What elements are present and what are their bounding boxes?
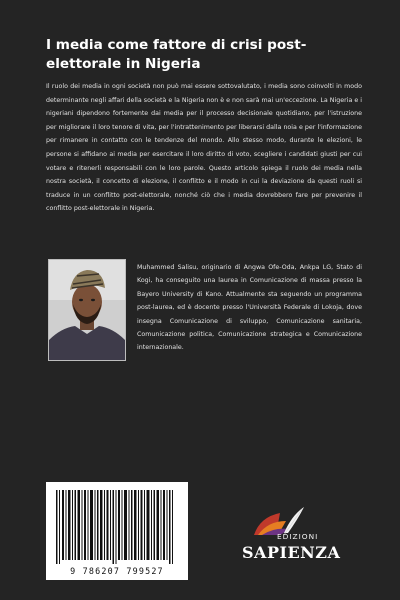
author-bio: Muhammed Salisu, originario di Angwa Ofe-Oda, Ankpa LG, Stato di Kogi, ha conseguito una laurea in Comunicazione di massa presso la Bayero University di Kano. Attualmente sta seguendo un programma post-laurea, ed è docente presso l'Università Federale di Lokoja, dove insegna Comunicazione di sviluppo, Comunicazione sanitaria, Comunicazione politica, Comunicazione strategica e Comunicazione internazionale. — [137, 264, 362, 352]
isbn-digits: 9 786207 799527 — [70, 566, 164, 576]
author-photo — [48, 259, 126, 361]
publisher-line2: SAPIENZA — [242, 543, 341, 562]
publisher-logo — [230, 505, 340, 575]
book-title: I media come fattore di crisi post-elettorale in Nigeria — [46, 37, 307, 72]
book-abstract: Il ruolo dei media in ogni società non può mai essere sottovalutato, i media sono coinvolti in modo determinante negli affari della società e la Nigeria non è e non sarà mai un'eccezione. La Nigeria e i nigeriani dipendono fortemente dai media per il processo decisionale quotidiano, per l'istruzione per migliorare il loro tenore di vita, per l'intrattenimento per liberarsi dalla noia e per l'informazione per rimanere in contatto con le tendenze del mondo. Allo stesso modo, durante le elezioni, le persone si affidano ai media per esercitare il loro diritto di voto, scegliere i candidati giusti per cui votare e ritenerli responsabili con le loro parole. Questo articolo spiega il ruolo dei media nella nostra società, il concetto di elezione, il conflitto e il modo in cui la deviazione da questi ruoli si traduce in un conflitto post-elettorale, nonché ciò che i media dovrebbero fare per prevenire il conflitto post-elettorale in Nigeria. — [46, 83, 362, 213]
publisher-line1: EDIZIONI — [277, 532, 319, 541]
barcode — [46, 482, 188, 580]
